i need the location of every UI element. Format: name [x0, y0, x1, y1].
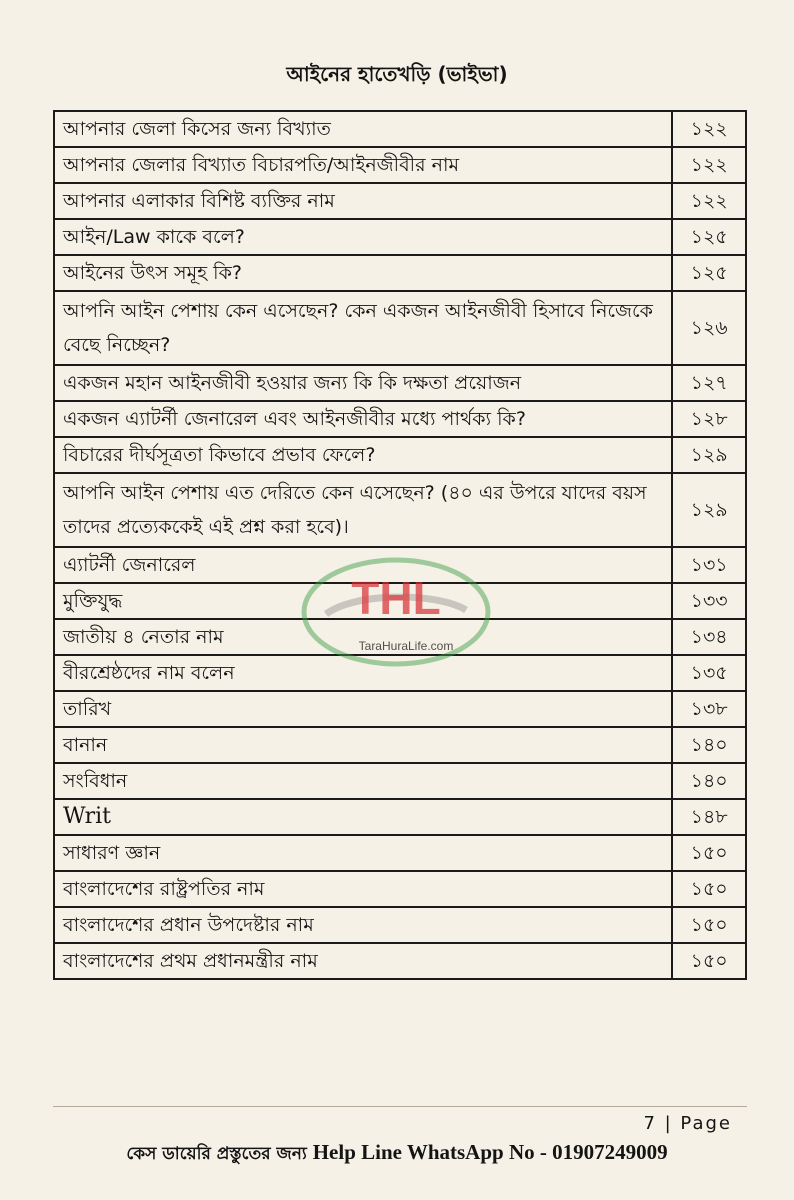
row-topic: জাতীয় ৪ নেতার নাম [54, 619, 672, 655]
row-page-number: ১২২ [672, 147, 746, 183]
contents-table [53, 110, 747, 980]
table-row [54, 147, 746, 183]
row-page-number: ১২৬ [672, 291, 746, 365]
table-row [54, 365, 746, 401]
table-row [54, 437, 746, 473]
row-topic: আপনার জেলা কিসের জন্য বিখ্যাত [54, 111, 672, 147]
row-topic: Writ [54, 799, 672, 835]
row-topic: আইন/Law কাকে বলে? [54, 219, 672, 255]
row-topic: মুক্তিযুদ্ধ [54, 583, 672, 619]
row-page-number: ১২৭ [672, 365, 746, 401]
row-page-number: ১৪৮ [672, 799, 746, 835]
row-page-number: ১৩৫ [672, 655, 746, 691]
row-topic: আপনার জেলার বিখ্যাত বিচারপতি/আইনজীবীর নাম [54, 147, 672, 183]
row-topic: একজন এ্যাটর্নী জেনারেল এবং আইনজীবীর মধ্যে পার্থক্য কি? [54, 401, 672, 437]
row-page-number: ১৪০ [672, 763, 746, 799]
row-topic: বাংলাদেশের রাষ্ট্রপতির নাম [54, 871, 672, 907]
row-page-number: ১৩৩ [672, 583, 746, 619]
row-topic: আপনি আইন পেশায় কেন এসেছেন? কেন একজন আইনজীবী হিসাবে নিজেকে বেছে নিচ্ছেন? [54, 291, 672, 365]
table-row [54, 473, 746, 547]
row-page-number: ১৫০ [672, 907, 746, 943]
row-page-number: ১২৮ [672, 401, 746, 437]
row-topic: বাংলাদেশের প্রধান উপদেষ্টার নাম [54, 907, 672, 943]
row-topic: বীরশ্রেষ্ঠদের নাম বলেন [54, 655, 672, 691]
table-row [54, 871, 746, 907]
row-topic: বাংলাদেশের প্রথম প্রধানমন্ত্রীর নাম [54, 943, 672, 979]
row-topic: আপনি আইন পেশায় এত দেরিতে কেন এসেছেন? (৪০ এর উপরে যাদের বয়স তাদের প্রত্যেককেই এই প্রশ্ন করা হবে)। [54, 473, 672, 547]
row-topic: এ্যাটর্নী জেনারেল [54, 547, 672, 583]
helpline-english-text: Help Line WhatsApp No - 01907249009 [312, 1140, 668, 1164]
logo-text: THL [351, 572, 441, 624]
row-page-number: ১৪০ [672, 727, 746, 763]
row-page-number: ১২২ [672, 111, 746, 147]
table-row [54, 183, 746, 219]
row-topic: সাধারণ জ্ঞান [54, 835, 672, 871]
table-row [54, 691, 746, 727]
table-row [54, 907, 746, 943]
row-page-number: ১২৫ [672, 255, 746, 291]
row-page-number: ১৩১ [672, 547, 746, 583]
row-page-number: ১৩৪ [672, 619, 746, 655]
row-topic: আপনার এলাকার বিশিষ্ট ব্যক্তির নাম [54, 183, 672, 219]
table-row [54, 799, 746, 835]
table-row [54, 835, 746, 871]
table-row [54, 547, 746, 583]
row-page-number: ১৫০ [672, 943, 746, 979]
footer-divider [53, 1106, 747, 1107]
row-page-number: ১২২ [672, 183, 746, 219]
row-page-number: ১২৫ [672, 219, 746, 255]
row-topic: আইনের উৎস সমূহ কি? [54, 255, 672, 291]
row-topic: বিচারের দীর্ঘসূত্রতা কিভাবে প্রভাব ফেলে? [54, 437, 672, 473]
table-row [54, 291, 746, 365]
table-row [54, 943, 746, 979]
row-page-number: ১২৯ [672, 437, 746, 473]
logo-site-text: TaraHuraLife.com [358, 639, 454, 653]
table-row [54, 255, 746, 291]
table-row [54, 727, 746, 763]
table-row [54, 583, 746, 619]
table-row [54, 763, 746, 799]
row-topic: সংবিধান [54, 763, 672, 799]
row-topic: বানান [54, 727, 672, 763]
table-row [54, 401, 746, 437]
row-topic: তারিখ [54, 691, 672, 727]
table-row [54, 219, 746, 255]
page-number-label: 7 | Page [643, 1113, 732, 1134]
row-page-number: ১৫০ [672, 871, 746, 907]
helpline-footer [0, 1140, 794, 1169]
helpline-bengali-text: কেস ডায়েরি প্রস্তুতের জন্য [126, 1144, 307, 1164]
row-page-number: ১২৯ [672, 473, 746, 547]
table-row [54, 619, 746, 655]
page-header-title: আইনের হাতেখড়ি (ভাইভা) [286, 62, 508, 86]
row-topic: একজন মহান আইনজীবী হওয়ার জন্য কি কি দক্ষতা প্রয়োজন [54, 365, 672, 401]
table-row [54, 111, 746, 147]
row-page-number: ১৩৮ [672, 691, 746, 727]
row-page-number: ১৫০ [672, 835, 746, 871]
table-row [54, 655, 746, 691]
